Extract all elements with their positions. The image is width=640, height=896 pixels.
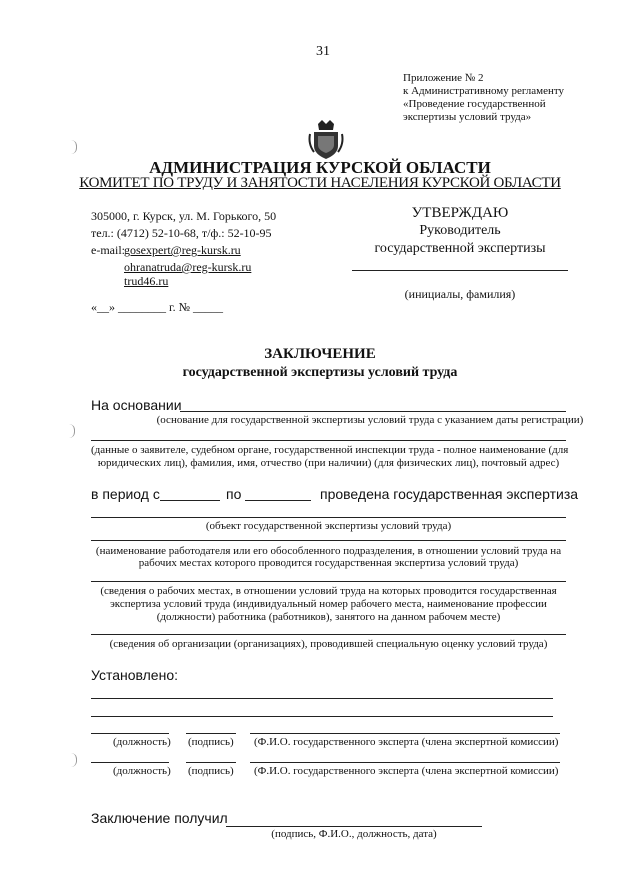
approver-role-detail: государственной экспертизы — [374, 241, 546, 256]
expert-name-input-line[interactable] — [250, 733, 560, 734]
received-hint: (подпись, Ф.И.О., должность, дата) — [271, 828, 437, 840]
employer-input-line[interactable] — [91, 540, 566, 541]
initials-hint: (инициалы, фамилия) — [404, 287, 516, 301]
scan-mark — [70, 140, 77, 154]
committee-title: КОМИТЕТ ПО ТРУДУ И ЗАНЯТОСТИ НАСЕЛЕНИЯ КУРСКОЙ ОБЛАСТИ — [79, 175, 561, 191]
workplace-hint: (должности) работника (работников), занятого на данном рабочем месте) — [156, 611, 501, 623]
employer-hint: (наименование работодателя или его обособленного подразделения, в отношении условий труда на — [95, 545, 562, 557]
email-link-2[interactable]: ohranatruda@reg-kursk.ru — [124, 260, 252, 274]
scan-mark — [70, 753, 77, 767]
position-hint: (должность) — [113, 765, 171, 777]
date-number-field: «__» ________ г. № _____ — [91, 300, 224, 314]
position-hint: (должность) — [113, 736, 171, 748]
applicant-hint: (данные о заявителе, судебном органе, государственной инспекции труда - полное наименование (для — [91, 444, 569, 456]
received-input-line[interactable] — [226, 826, 482, 827]
basis-hint: (основание для государственной экспертизы условий труда с указанием даты регистрации) — [156, 414, 584, 426]
email-label: e-mail: — [91, 243, 125, 257]
period-from-label: в период с — [91, 486, 160, 502]
expert-name-input-line[interactable] — [250, 762, 560, 763]
period-to-label: по — [226, 486, 242, 502]
appendix-block — [403, 72, 564, 124]
page-number: 31 — [316, 44, 330, 59]
signature-hint: (подпись) — [188, 736, 234, 748]
workplace-hint: экспертиза условий труда (индивидуальный номер рабочего места, наименование профессии — [110, 598, 547, 610]
approver-role: Руководитель — [419, 223, 501, 238]
basis-input-line[interactable] — [180, 411, 566, 412]
established-label: Установлено: — [91, 667, 178, 683]
document-subtitle: государственной экспертизы условий труда — [182, 365, 458, 380]
object-hint: (объект государственной экспертизы условий труда) — [205, 520, 452, 532]
organization-hint: (сведения об организации (организациях), проводившей специальную оценку условий труда) — [109, 638, 548, 650]
signature-hint: (подпись) — [188, 765, 234, 777]
appendix-line: «Проведение государственной — [403, 98, 546, 110]
expert-hint: (Ф.И.О. государственного эксперта (члена экспертной комиссии) — [254, 765, 559, 777]
appendix-line: Приложение № 2 — [403, 72, 484, 84]
agency-title: АДМИНИСТРАЦИЯ КУРСКОЙ ОБЛАСТИ — [149, 158, 491, 177]
document-title: ЗАКЛЮЧЕНИЕ — [264, 346, 376, 362]
phone-text: тел.: (4712) 52-10-68, т/ф.: 52-10-95 — [91, 226, 272, 240]
basis-label: На основании — [91, 397, 182, 413]
approve-heading: УТВЕРЖДАЮ — [411, 205, 509, 221]
established-input-line[interactable] — [91, 716, 553, 717]
position-input-line[interactable] — [91, 733, 169, 734]
period-from-input[interactable] — [160, 500, 220, 501]
period-done-text: проведена государственная экспертиза — [320, 486, 579, 502]
workplace-input-line[interactable] — [91, 581, 566, 582]
scan-mark — [68, 424, 75, 438]
established-input-line[interactable] — [91, 698, 553, 699]
email-link-1[interactable]: gosexpert@reg-kursk.ru — [124, 243, 241, 257]
site-link[interactable]: trud46.ru — [124, 274, 169, 288]
workplace-hint: (сведения о рабочих местах, в отношении условий труда на которых проводится государственная — [100, 585, 557, 597]
object-input-line[interactable] — [91, 517, 566, 518]
appendix-line: к Административному регламенту — [403, 85, 565, 97]
position-input-line[interactable] — [91, 762, 169, 763]
signature-input-line[interactable] — [186, 733, 236, 734]
period-to-input[interactable] — [245, 500, 311, 501]
applicant-input-line[interactable] — [91, 440, 566, 441]
appendix-line: экспертизы условий труда» — [403, 111, 532, 123]
signature-input-line[interactable] — [186, 762, 236, 763]
approver-signature-line — [352, 270, 568, 271]
received-label: Заключение получил — [91, 810, 228, 826]
address-text: 305000, г. Курск, ул. М. Горького, 50 — [91, 209, 277, 223]
expert-hint: (Ф.И.О. государственного эксперта (члена экспертной комиссии) — [254, 736, 559, 748]
employer-hint: рабочих местах которого проводится государственная экспертиза условий труда) — [138, 557, 519, 569]
organization-input-line[interactable] — [91, 634, 566, 635]
applicant-hint: юридических лиц), фамилия, имя, отчество (при наличии) (для физических лиц), почтовый адрес) — [97, 457, 560, 469]
coat-of-arms-emblem — [306, 118, 346, 160]
